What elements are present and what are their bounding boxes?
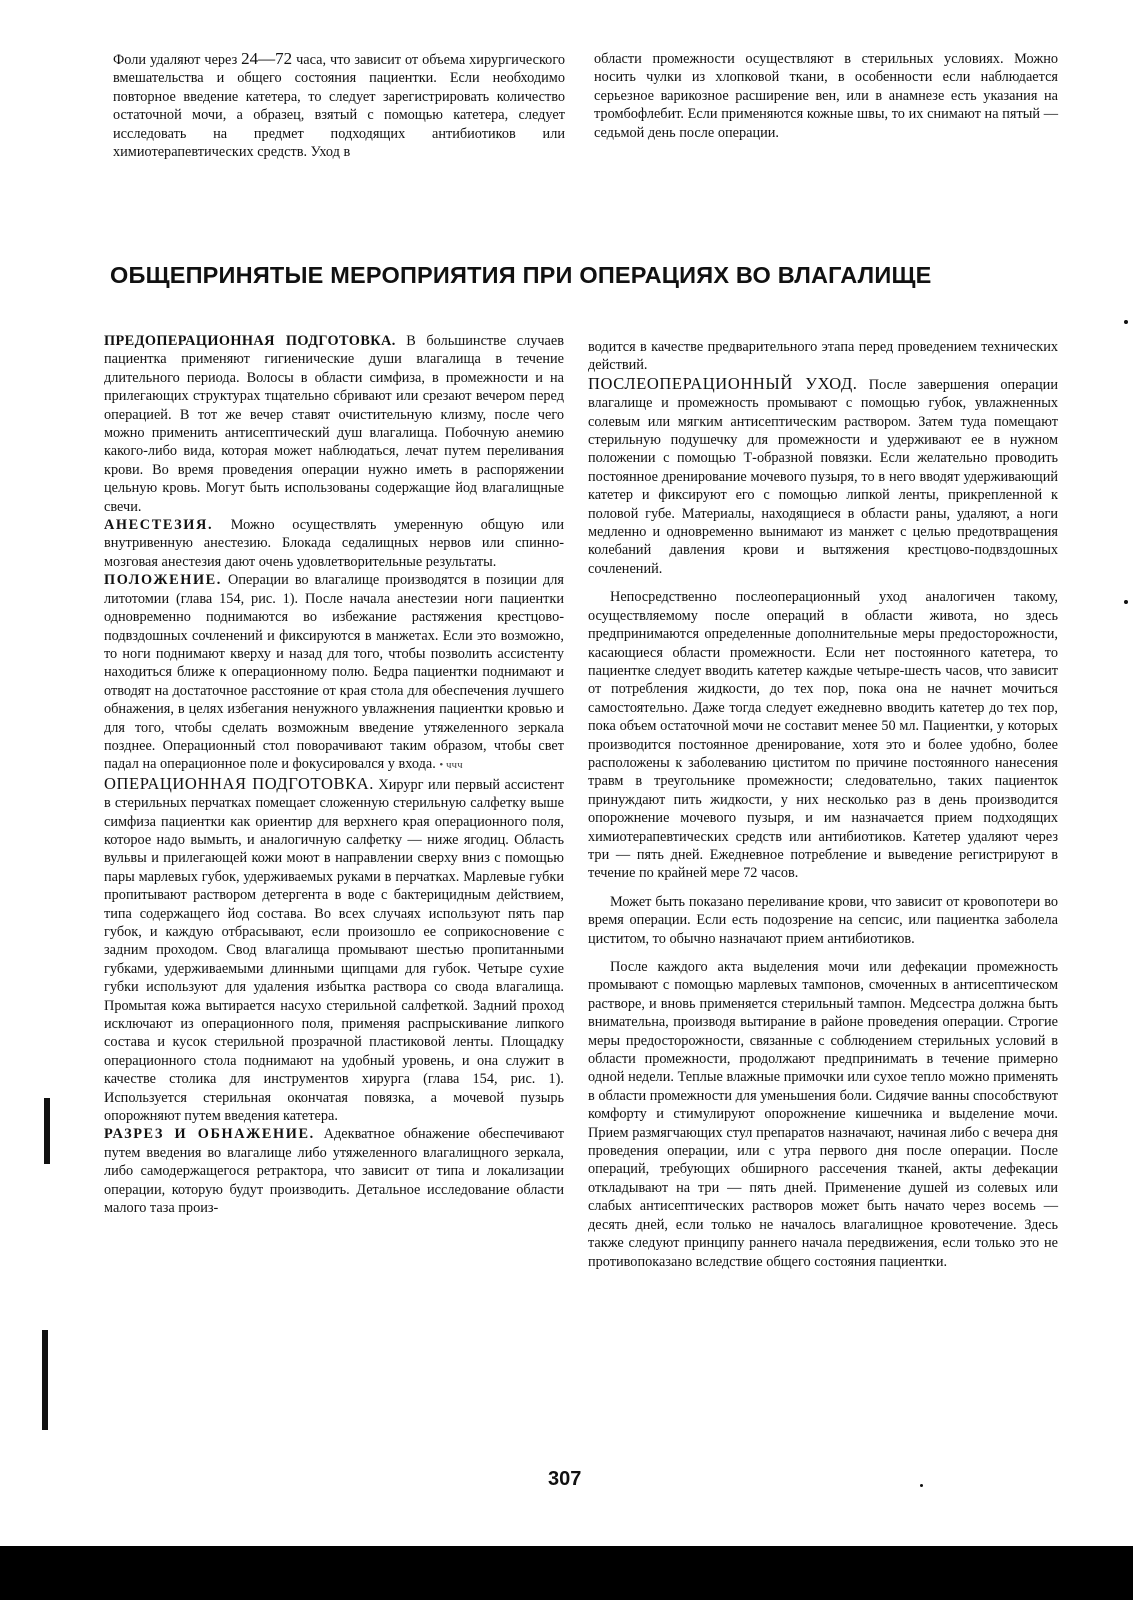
postop-text: После завершения операции влагалище и промежность промывают с помощью губок, увлажненных солевым или мягким антисептическим раствором. Затем туда помещают стерильную подушечку для промежности и удерживают ее в нужном положении с помощью Т-образной повязки. Если желательно проводить постоянное дренирование мочевого пузыря, то в него вводят удерживающий катетер и фиксируют его с помощью липкой ленты, прикрепленной к половой губе. Материалы, находящиеся в области раны, удаляют, а ноги медленно и одновременно вынимают из манжет с целью предотвращения колебаний давления крови и вытяжения крестцово-подвздошных сочленений. <box>588 376 1058 577</box>
postop-section <box>588 375 1058 578</box>
text-paragraph <box>113 50 565 161</box>
opprep-section <box>104 775 564 1126</box>
preop-text: В большинстве случаев пациентка применяют гигиенические души влагалища в течение длительного периода. Волосы в области симфиза, в промежности и на прилегающих структурах тщательно сбривают или срезают вечером перед операцией. В тот же вечер ставят очистительную клизму, после чего можно применить антисептический душ влагалища. Побочную анемию какого-либо вида, которая может наблюдаться, лечат путем переливания крови. Во время проведения операции нужно иметь в распоряжении цельную кровь. Могут быть использованы содержащие йод влагалищные свечи. <box>104 333 564 515</box>
text-run: Фоли удаляют через <box>113 52 242 68</box>
right-column <box>588 338 1058 1271</box>
scan-dot <box>1124 600 1128 604</box>
position-section <box>104 571 564 774</box>
section-title: ОБЩЕПРИНЯТЫЕ МЕРОПРИЯТИЯ ПРИ ОПЕРАЦИЯХ ВО ВЛАГАЛИЩЕ <box>110 262 932 288</box>
left-column <box>104 332 564 1218</box>
anesthesia-text: Можно осуществлять умеренную общую или внутривенную анестезию. Блокада седалищных нервов или спинно-мозговая анестезия дают очень удовлетворительные результаты. <box>104 517 564 570</box>
preop-section <box>104 332 564 516</box>
incision-text: Адекватное обнажение обеспечивают путем введения во влагалище либо утяжеленного влагалищного зеркала, либо самодержащегося ретрактора, что зависит от типа и локализации операции, которую будут производить. Детальное исследование области малого таза произ- <box>104 1126 564 1217</box>
postop-heading: ПОСЛЕОПЕРАЦИОННЫЙ УХОД. <box>588 373 858 393</box>
incision-section <box>104 1125 564 1217</box>
text-paragraph: области промежности осуществляют в стерильных условиях. Можно носить чулки из хлопковой ткани, в особенности если наблюдается серьезное варикозное расширение вен, или в анамнезе есть указания на тромбофлебит. Если применяются кожные швы, то их снимают на пятый — седьмой день после операции. <box>594 51 1058 141</box>
opprep-heading: ОПЕРАЦИОННАЯ ПОДГОТОВКА. <box>104 773 374 793</box>
page-number: 307 <box>548 1468 582 1490</box>
hours-range: 24—72 <box>241 49 293 68</box>
anesthesia-section <box>104 516 564 571</box>
scan-artifact-text: • ччч <box>439 759 463 772</box>
text-run: часа, что зависит от объема хирургического вмешательства и общего состояния пациентки. Если необходимо повторное введение катетера, то следует зарегистрировать количество остаточной мочи, а образец, взятый с помощью катетера, следует исследовать на предмет подходящих антибиотиков или химиотерапевтических средств. Уход в <box>113 52 565 161</box>
continuation-paragraph: водится в качестве предварительного этапа перед проведением технических действий. <box>588 339 1058 374</box>
scan-dot <box>1124 320 1128 324</box>
postop-paragraph-4: После каждого акта выделения мочи или дефекации промежность промывают с помощью марлевых тампонов, смоченных в антисептическом растворе, и вновь применяется стерильный тампон. Медсестра должна быть внимательна, производя вытирание в районе проведения операции. Строгие меры предосторожности, связанные с соблюдением стерильных условий в области промежности, продолжают предпринимать в течение примерно одной недели. Теплые влажные примочки или сухое тепло можно применять в области промежности для уменьшения боли. Сидячие ванны способствуют комфорту и стимулируют опорожнение кишечника и выделение мочи. Прием размягчающих стул препаратов назначают, начиная либо с вечера дня проведения операции, или с утра первого дня после операции. После операций, требующих обширного рассечения тканей, акты дефекации откладывают на три — пять дней. Применение душей из солевых или слабых антисептических растворов может быть начато через восемь — десять дней, если только не началось влагалищное кровотечение. Здесь также следуют принципу раннего начала передвижения, если только это не противопоказано вследствие общего состояния пациентки. <box>588 959 1058 1270</box>
preop-heading: ПРЕДОПЕРАЦИОННАЯ ПОДГОТОВКА. <box>104 333 396 349</box>
scan-mark <box>44 1098 50 1164</box>
top-left-paragraph <box>113 50 565 161</box>
position-heading: ПОЛОЖЕНИЕ. <box>104 572 222 589</box>
postop-paragraph-3: Может быть показано переливание крови, что зависит от кровопотери во время операции. Если есть подозрение на сепсис, или пациентка заболела циститом, то обычно назначают прием антибиотиков. <box>588 893 1058 947</box>
postop-paragraph-2: Непосредственно послеоперационный уход аналогичен такому, осуществляемому после операций в области живота, но здесь предпринимаются определенные дополнительные меры предосторожности, касающиеся области промежности. Если нет постоянного катетера, то пациентке следует вводить катетер каждые четыре-шесть часов, что зависит от потребления жидкости, до тех пор, пока она не начнет мочиться самостоятельно. Даже тогда следует ежедневно вводить катетер до тех пор, пока объем остаточной мочи не составит менее 50 мл. Пациентки, у которых производится постоянное дренирование, хотя это и более удобно, более расположены к заболеванию циститом по причине постоянного нанесения травм в треугольнике промежности; следовательно, таких пациенток принуждают пить жидкости, у них несколько раз в день производится опорожнение мочевого пузыря, и им назначается прием подходящих химиотерапевтических средств или антибиотиков. Катетер удаляют через три — пять дней. Ежедневное потребление и выведение регистрируют в течение по крайней мере 72 часов. <box>588 589 1058 882</box>
incision-heading: РАЗРЕЗ И ОБНАЖЕНИЕ. <box>104 1126 315 1143</box>
scan-bottom-edge <box>0 1546 1133 1600</box>
opprep-text: Хирург или первый ассистент в стерильных перчатках помещает сложенную стерильную салфетку выше симфиза пациентки как ориентир для верхнего края операционного поля, которое надо вымыть, и аналогичную салфетку — ниже ягодиц. Область вульвы и прилегающей кожи моют в направлении сверху вниз с помощью пары марлевых губок, удерживаемых руками в перчатках. Марлевые губки пропитывают раствором детергента в воде с бактерицидным действием, типа содержащего йод состава. Во всех случаях используют пять пар губок, и каждую отбрасывают, если произошло ее соприкосновение с задним проходом. Свод влагалища промывают шестью пропитанными губками, удерживаемыми длинными щипцами для губок. Четыре сухие губки используют для удаления избытка раствора со свода влагалища. Промытая кожа вытирается насухо стерильной салфеткой. Задний проход исключают из операционного поля, применяя распрыскивание липкого состава и кусок стерильной прозрачной пластиковой ленты. Площадку операционного стола поднимают на удобный уровень, и она служит в качестве столика для инструментов хирурга (глава 154, рис. 1). Используется стерильная окончатая повязка, а мочевой пузырь опорожняют путем введения катетера. <box>104 776 564 1125</box>
scan-mark <box>42 1330 48 1430</box>
anesthesia-heading: АНЕСТЕЗИЯ. <box>104 517 214 534</box>
position-text: Операции во влагалище производятся в позиции для литотомии (глава 154, рис. 1). После начала анестезии ноги пациентки одновременно поднимаются во избежание растяжения крестцово-подвздошных сочленений и фиксируются в манжетах. Если это возможно, то ноги поднимают кверху и назад для того, чтобы позволить ассистенту находиться ближе к операционному полю. Бедра пациентки поднимают и отводят на достаточное расстояние от края стола для обеспечения лучшего обнажения, в целях избегания ненужного увлажнения пациентки кровью и для того, чтобы сделать возможным введение утяжеленного зеркала позднее. Операционный стол поворачивают таким образом, чтобы свет падал на операционное поле и фокусировался у входа. <box>104 572 564 773</box>
top-right-paragraph <box>594 50 1058 142</box>
scan-dot <box>920 1484 923 1487</box>
